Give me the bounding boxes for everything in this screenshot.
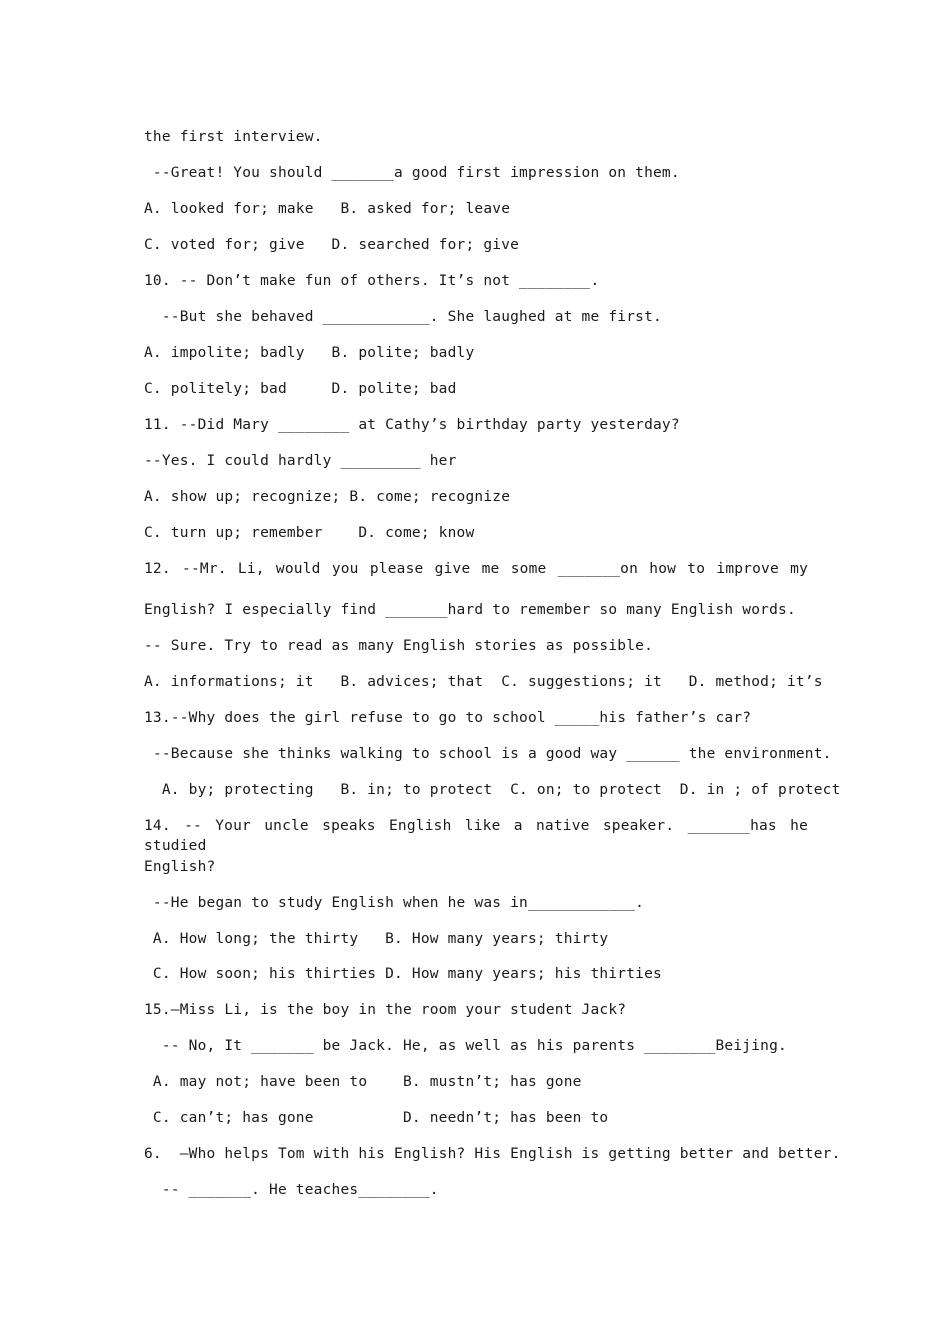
question-15: 15.—Miss Li, is the boy in the room your student Jack? <box>144 1002 627 1018</box>
text-line: --Great! You should _______a good first impression on them. <box>144 165 680 181</box>
answer-options-line: A. looked for; make B. asked for; leave <box>144 201 511 217</box>
answer-options-line: C. can’t; has gone D. needn’t; has been to <box>144 1110 609 1126</box>
text-line: -- Sure. Try to read as many English stories as possible. <box>144 638 653 654</box>
answer-options-line: A. may not; have been to B. mustn’t; has gone <box>144 1074 582 1090</box>
answer-options-line: A. informations; it B. advices; that C. suggestions; it D. method; it’s <box>144 674 823 690</box>
text-line: --He began to study English when he was in____________. <box>144 895 645 911</box>
text-line: --Because she thinks walking to school is a good way ______ the environment. <box>144 746 832 762</box>
answer-options-line: C. How soon; his thirties D. How many years; his thirties <box>144 966 662 982</box>
question-11: 11. --Did Mary ________ at Cathy’s birthday party yesterday? <box>144 417 680 433</box>
question-12: 12. --Mr. Li, would you please give me some _______on how to improve my <box>144 561 808 577</box>
answer-options-line: C. turn up; remember D. come; know <box>144 525 475 541</box>
text-line: the first interview. <box>144 129 323 145</box>
answer-options-line: A. How long; the thirty B. How many years; thirty <box>144 931 609 947</box>
answer-options-line: C. voted for; give D. searched for; give <box>144 237 520 253</box>
question-14: 14. -- Your uncle speaks English like a native speaker. _______has he studied <box>144 818 808 854</box>
question-6: 6. –Who helps Tom with his English? His English is getting better and better. <box>144 1146 841 1162</box>
text-line: -- No, It _______ be Jack. He, as well as his parents ________Beijing. <box>144 1038 787 1054</box>
text-line: English? <box>144 859 216 875</box>
answer-options-line: A. show up; recognize; B. come; recognize <box>144 489 511 505</box>
question-13: 13.--Why does the girl refuse to go to school _____his father’s car? <box>144 710 752 726</box>
text-line: -- _______. He teaches________. <box>144 1182 439 1198</box>
answer-options-line: A. impolite; badly B. polite; badly <box>144 345 475 361</box>
question-10: 10. -- Don’t make fun of others. It’s not ________. <box>144 273 600 289</box>
text-line: --Yes. I could hardly _________ her <box>144 453 457 469</box>
text-line: English? I especially find _______hard to remember so many English words. <box>144 602 796 618</box>
text-line: --But she behaved ____________. She laughed at me first. <box>144 309 662 325</box>
answer-options-line: C. politely; bad D. polite; bad <box>144 381 457 397</box>
answer-options-line: A. by; protecting B. in; to protect C. on; to protect D. in ; of protect <box>144 782 841 798</box>
